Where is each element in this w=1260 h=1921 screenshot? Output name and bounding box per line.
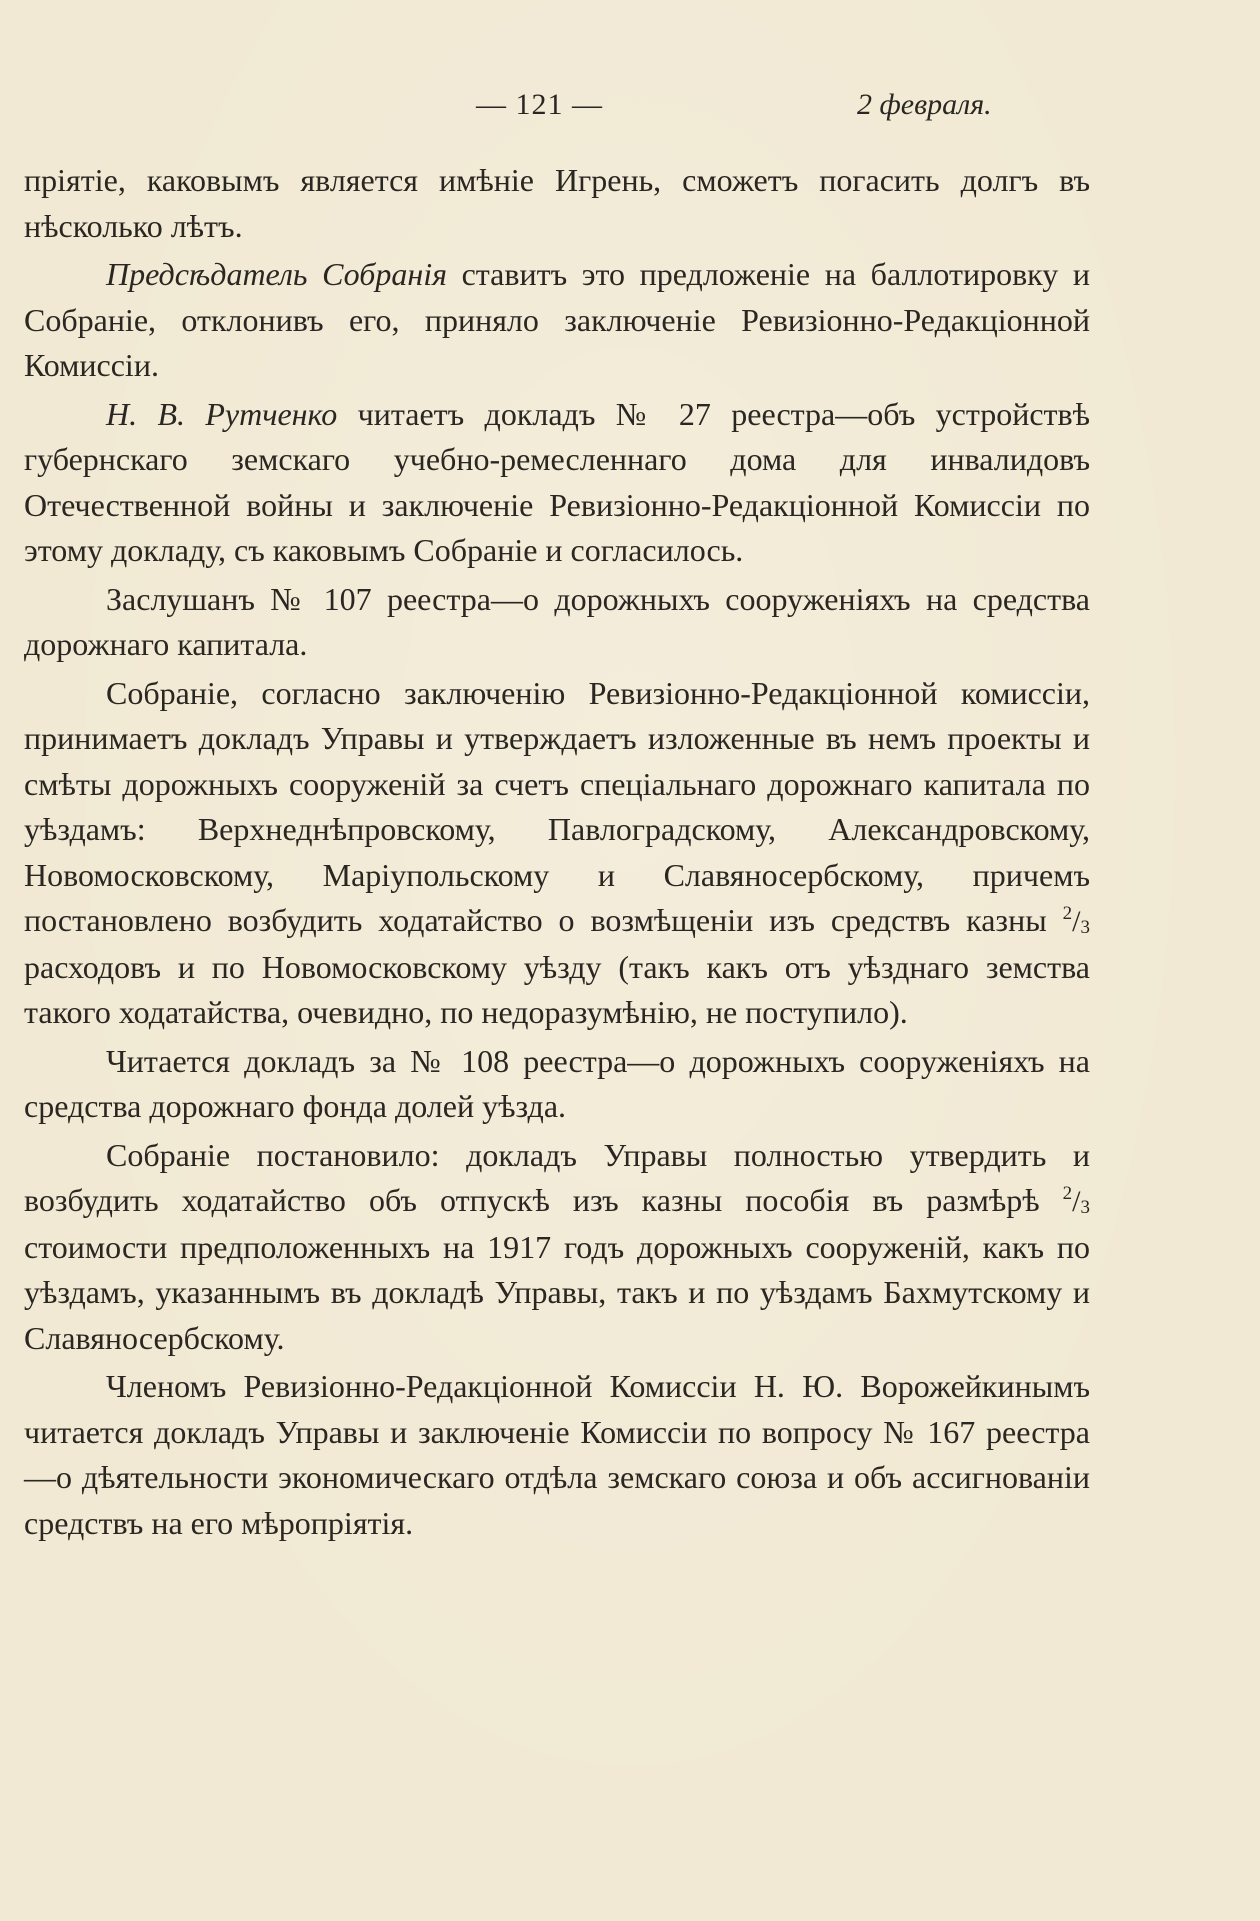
paragraph-text: Заслушанъ № 107 реестра—о дорожныхъ сооруженіяхъ на средства дорожнаго капитала.	[24, 580, 1090, 662]
fraction-numerator: 2	[1062, 903, 1073, 924]
paragraph-text: читаетъ докладъ № 27 реестра—объ устройствѣ губернскаго земскаго учебно-ремесленнаго дома для инвалидовъ Отечественной войны и заключеніе Ревизіонно-Редакціонной Комиссіи по этому докладу, съ каковымъ Собраніе и согласилось.	[24, 395, 1091, 568]
fraction-slash: /	[1072, 905, 1081, 938]
session-date: 2 февраля.	[857, 88, 992, 121]
paragraph-assembly-decision	[24, 671, 1090, 1036]
paragraph-text: ставитъ это предложеніе на баллотировку и Собраніе, отклонивъ его, приняло заключеніе Ревизіонно-Редакціонной Комиссіи.	[24, 256, 1091, 383]
paragraph-report-107	[24, 577, 1090, 668]
paragraph-text: Собраніе постановило: докладъ Управы полностью утвердить и возбудить ходатайство объ отпускѣ изъ казны пособія въ размѣрѣ	[24, 1136, 1090, 1218]
paragraph-text: стоимости предположенныхъ на 1917 годъ дорожныхъ сооруженій, какъ по уѣздамъ, указаннымъ въ докладѣ Управы, такъ и по уѣздамъ Бахмутскому и Славяносербскому.	[24, 1228, 1090, 1356]
paragraph-text: расходовъ и по Новомосковскому уѣзду (такъ какъ отъ уѣзднаго земства такого ходатайства, очевидно, по недоразумѣнію, не поступило).	[24, 948, 1090, 1030]
paragraph-assembly-resolution	[24, 1133, 1090, 1362]
speaker-name: Н. В. Рутченко	[106, 395, 338, 432]
paragraph-report-27	[24, 392, 1090, 574]
paragraph-report-108	[24, 1039, 1090, 1130]
paragraph-report-167	[24, 1364, 1090, 1546]
fraction-slash: /	[1072, 1185, 1081, 1218]
speaker-name: Предсѣдатель Собранія	[106, 256, 447, 292]
fraction-numerator: 2	[1062, 1183, 1073, 1204]
page-number: — 121 —	[476, 88, 603, 121]
fraction-denominator: 3	[1080, 1197, 1090, 1218]
fraction-denominator: 3	[1080, 917, 1090, 938]
paragraph-text: Читается докладъ за № 108 реестра—о дорожныхъ сооруженіяхъ на средства дорожнаго фонда долей уѣзда.	[24, 1042, 1090, 1124]
paragraph-continuation	[24, 158, 1090, 249]
paragraph-text: Членомъ Ревизіонно-Редакціонной Комиссіи Н. Ю. Ворожейкинымъ читается докладъ Управы и заключеніе Комиссіи по вопросу № 167 реестра—о дѣятельности экономическаго отдѣла земскаго союза и объ ассигнованіи средствъ на его мѣропріятія.	[24, 1368, 1090, 1541]
paragraph-chairman-vote	[24, 252, 1090, 389]
paragraph-text: Собраніе, согласно заключенію Ревизіонно-Редакціонной комиссіи, принимаетъ докладъ Управы и утверждаетъ изложенные въ немъ проекты и смѣты дорожныхъ сооруженій за счетъ спеціальнаго дорожнаго капитала по уѣздамъ: Верхнеднѣпровскому, Павлоградскому, Александровскому, Новомосковскому, Маріупольскому и Славяносербскому, причемъ постановлено возбудить ходатайство о возмѣщеніи изъ средствъ казны	[24, 674, 1090, 938]
paragraph-text: пріятіе, каковымъ является имѣніе Игрень, сможетъ погасить долгъ въ нѣсколько лѣтъ.	[24, 162, 1090, 244]
page-body	[24, 158, 1090, 1546]
page-header	[0, 88, 1260, 132]
